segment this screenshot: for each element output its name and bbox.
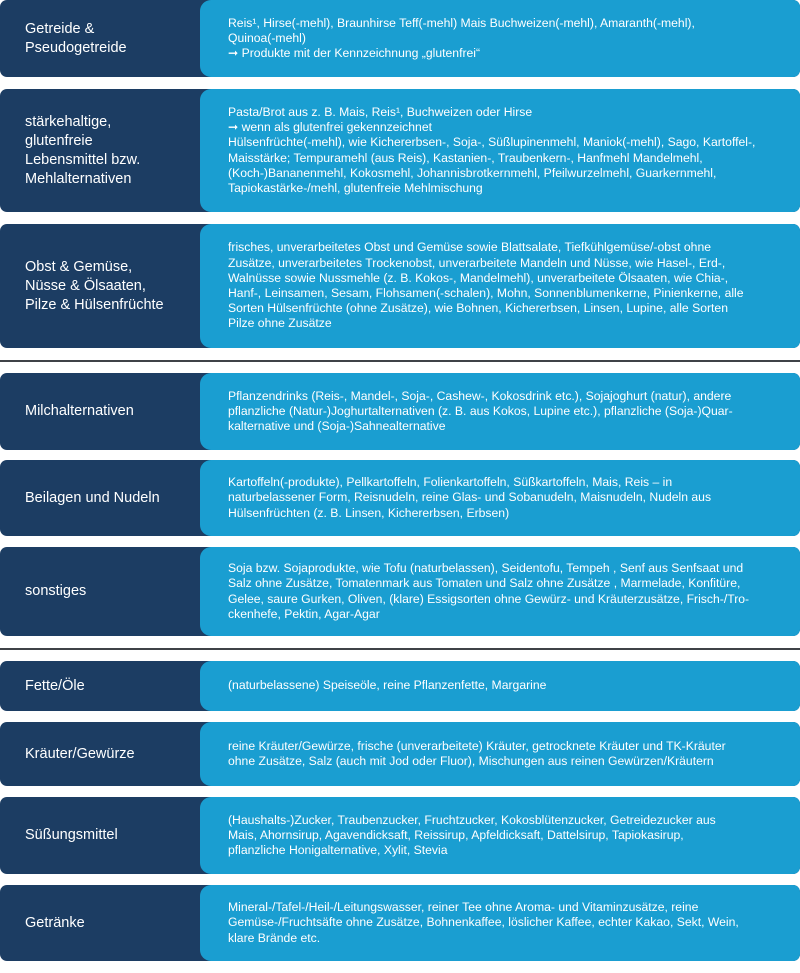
category-label: Fette/Öle [25,677,85,694]
description-text: Pflanzendrinks (Reis-, Mandel-, Soja-, Cashew-, Kokosdrink etc.), Sojajoghurt (natur), andere pflanzliche (Natur-)Joghurtalternativen (z. B. aus Kokos, Lupine etc.), pflanzliche (Soja-)Quar- kalternative und (Soja-)Sahnealternative [200,373,800,450]
category-label: Obst & Gemüse, Nüsse & Ölsaaten, Pilze & Hülsenfrüchte [25,258,164,313]
section-divider [0,360,800,362]
description-text: (Haushalts-)Zucker, Traubenzucker, Fruchtzucker, Kokosblütenzucker, Getreidezucker aus Mais, Ahornsirup, Agavendicksaft, Reissirup, Apfeldicksaft, Dattelsirup, Tapiokasirup, pflanzliche Honigalternative, Xylit, Stevia [200,797,800,874]
description-text: Soja bzw. Sojaprodukte, wie Tofu (naturbelassen), Seidentofu, Tempeh , Senf aus Senfsaat und Salz ohne Zusätze, Tomatenmark aus Tomaten und Salz ohne Zusätze , Marmelade, Konfitüre, Gelee, saure Gurken, Oliven, (klare) Essigsorten ohne Gewürz- und Kräuterzusätze, Frisch-/Tro- ckenhefe, Pektin, Agar-Agar [200,547,800,636]
food-row-staerkehaltige [0,89,800,212]
food-row-fette-oele [0,661,800,711]
category-label: Getreide & Pseudogetreide [25,20,127,56]
category-label: Süßungsmittel [25,827,118,843]
description-text: Mineral-/Tafel-/Heil-/Leitungswasser, reiner Tee ohne Aroma- und Vitaminzusätze, reine Gemüse-/Fruchtsäfte ohne Zusätze, Bohnenkaffee, löslicher Kaffee, echter Kakao, Sekt, Wein, klare Brände etc. [200,885,800,961]
description-text: frisches, unverarbeitetes Obst und Gemüse sowie Blattsalate, Tiefkühlgemüse/-obst ohne Zusätze, unverarbeitetes Trockenobst, unverarbeitete Mandeln und Nüsse, wie Hasel-, Erd-, Walnüsse sowie Nussmehle (z. B. Kokos-, Mandelmehl), unverarbeitete Ölsaaten, wie Chia-, Hanf-, Leinsamen, Sesam, Flohsamen(-schalen), Mohn, Sonnenblumenkerne, Pinienkerne, alle Sorten Hülsenfrüchte (ohne Zusätze), wie Bohnen, Kichererbsen, Linsen, Lupine, alle Sorten Pilze ohne Zusätze [200,224,800,348]
food-row-milchalternativen [0,373,800,450]
food-row-getreide [0,0,800,77]
category-label: sonstiges [25,583,87,599]
category-label: Getränke [25,914,85,931]
category-label: Beilagen und Nudeln [25,489,160,506]
food-row-getraenke [0,885,800,961]
category-label: Milchalternativen [25,403,134,419]
description-text: (naturbelassene) Speiseöle, reine Pflanzenfette, Margarine [200,661,800,711]
food-row-sonstiges [0,547,800,636]
category-label: Kräuter/Gewürze [25,745,135,762]
food-row-obst-gemuese [0,224,800,348]
description-text: Reis¹, Hirse(-mehl), Braunhirse Teff(-mehl) Mais Buchweizen(-mehl), Amaranth(-mehl), Quinoa(-mehl) ➞ Produkte mit der Kennzeichnung „glutenfrei“ [200,0,800,77]
category-label: stärkehaltige, glutenfreie Lebensmittel bzw. Mehlalternativen [25,113,141,187]
section-divider [0,648,800,650]
food-row-kraeuter [0,722,800,786]
food-row-suessungsmittel [0,797,800,874]
description-text: Kartoffeln(-produkte), Pellkartoffeln, Folienkartoffeln, Süßkartoffeln, Mais, Reis – in naturbelassener Form, Reisnudeln, reine Glas- und Sobanudeln, Maisnudeln, Nudeln aus Hülsenfrüchten (z. B. Linsen, Kichererbsen, Erbsen) [200,460,800,536]
description-text: reine Kräuter/Gewürze, frische (unverarbeitete) Kräuter, getrocknete Kräuter und TK-Kräuter ohne Zusätze, Salz (auch mit Jod oder Fluor), Mischungen aus reinen Gewürzen/Kräutern [200,722,800,786]
food-row-beilagen [0,460,800,536]
description-text: Pasta/Brot aus z. B. Mais, Reis¹, Buchweizen oder Hirse ➞ wenn als glutenfrei gekennzeichnet Hülsenfrüchte(-mehl), wie Kichererbsen-, Soja-, Süßlupinenmehl, Maniok(-mehl), Sago, Kartoffel-, Maisstärke; Tempuramehl (aus Reis), Kastanien-, Traubenkern-, Hanfmehl Mandelmehl, (Koch-)Bananenmehl, Kokosmehl, Johannisbrotkernmehl, Pfeilwurzelmehl, Guarkernmehl, Tapiokastärke-/mehl, glutenfreie Mehlmischung [200,89,800,212]
